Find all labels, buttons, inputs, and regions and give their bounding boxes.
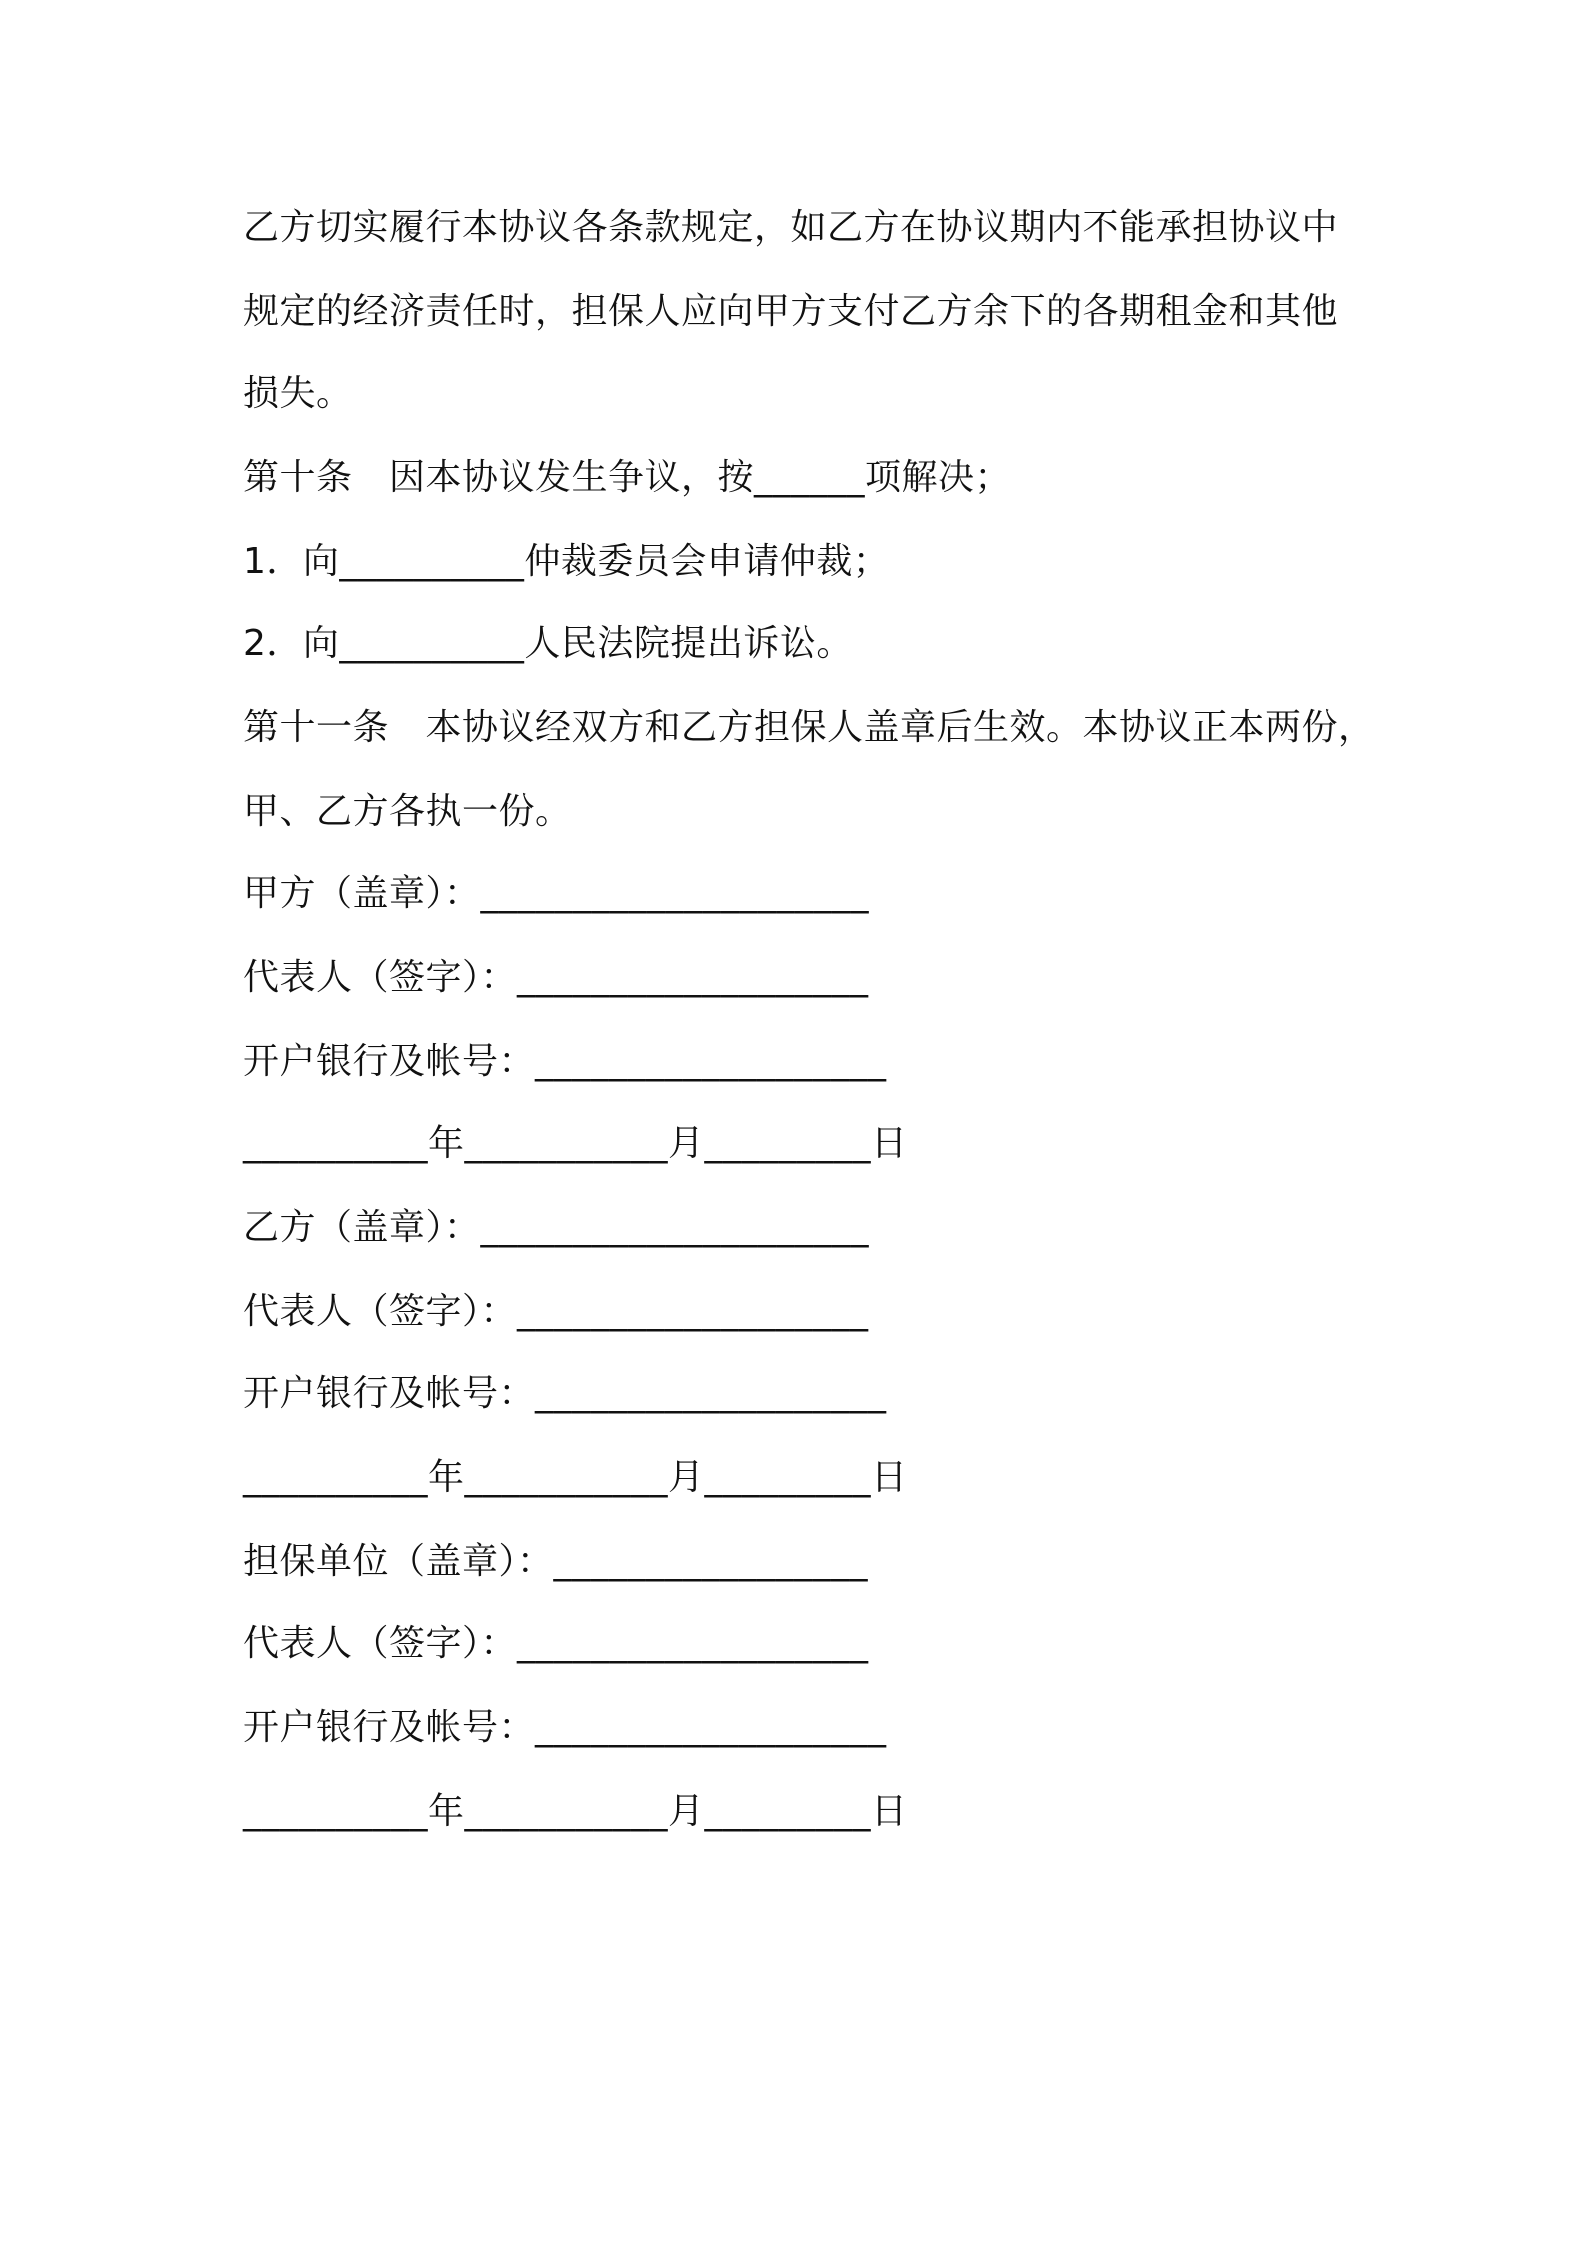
guarantor-date: __________年___________月_________日 xyxy=(243,1791,908,1832)
party-b-representative: 代表人（签字）：___________________ xyxy=(243,1291,869,1332)
article-10-option-1: 1．向__________仲裁委员会申请仲裁； xyxy=(243,541,890,582)
party-a-date: __________年___________月_________日 xyxy=(243,1123,908,1164)
article-10-heading: 第十条 因本协议发生争议，按______项解决； xyxy=(243,457,1012,498)
party-a-bank-account: 开户银行及帐号：___________________ xyxy=(243,1041,887,1082)
paragraph-line-3: 损失。 xyxy=(243,373,353,414)
party-b-bank-account: 开户银行及帐号：___________________ xyxy=(243,1373,887,1414)
article-11-line-1: 第十一条 本协议经双方和乙方担保人盖章后生效。本协议正本两份， xyxy=(243,707,1375,748)
article-11-line-2: 甲、乙方各执一份。 xyxy=(243,791,572,832)
party-b-seal: 乙方（盖章）：_____________________ xyxy=(243,1207,870,1248)
party-a-representative: 代表人（签字）：___________________ xyxy=(243,957,869,998)
party-a-seal: 甲方（盖章）：_____________________ xyxy=(243,873,870,914)
guarantor-seal: 担保单位（盖章）：_________________ xyxy=(243,1541,869,1582)
paragraph-line-2: 规定的经济责任时，担保人应向甲方支付乙方余下的各期租金和其他 xyxy=(243,291,1339,332)
paragraph-line-1: 乙方切实履行本协议各条款规定，如乙方在协议期内不能承担协议中 xyxy=(243,207,1339,248)
article-10-option-2: 2．向__________人民法院提出诉讼。 xyxy=(243,623,853,664)
guarantor-representative: 代表人（签字）：___________________ xyxy=(243,1623,869,1664)
party-b-date: __________年___________月_________日 xyxy=(243,1457,908,1498)
guarantor-bank-account: 开户银行及帐号：___________________ xyxy=(243,1707,887,1748)
